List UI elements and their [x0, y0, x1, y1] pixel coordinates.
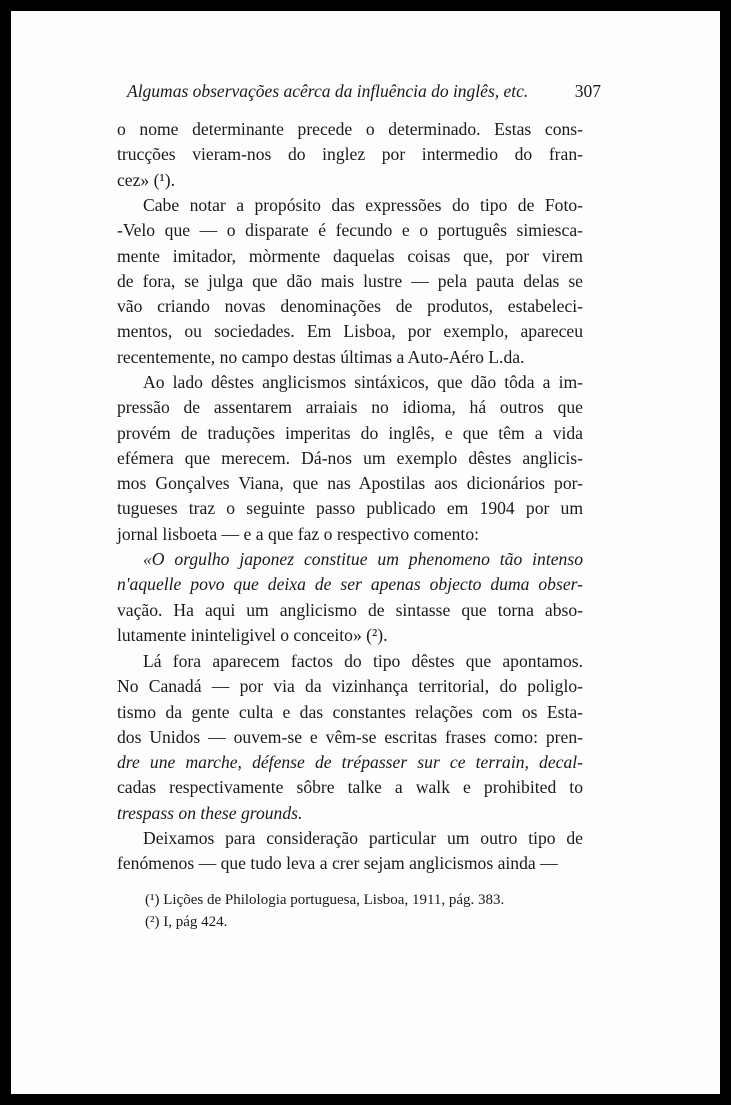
text-line: lutamente ininteligivel o conceito» (²).: [117, 624, 388, 645]
text-line: cadas respectivamente sôbre talke a walk e prohibited to: [117, 777, 583, 798]
running-title: Algumas observações acêrca da influência do inglês, etc.: [127, 81, 529, 101]
footnote-1: (¹) Lições de Philologia portuguesa, Lisboa, 1911, pág. 383.: [145, 892, 505, 908]
text-line: mos Gonçalves Viana, que nas Apostilas aos dicionários por-: [117, 473, 583, 494]
text-line: n'aquelle povo que deixa de ser apenas objecto duma obser-: [117, 574, 583, 595]
text-line: efémera que merecem. Dá-nos um exemplo dêstes anglicis-: [117, 447, 583, 468]
paragraph-3: [117, 370, 583, 547]
text-line: mente imitador, mòrmente daquelas coisas que, por virem: [117, 245, 583, 266]
paragraph-5: [117, 826, 583, 877]
paragraph-4: [117, 649, 583, 826]
text-line: trucções vieram-nos do inglez por intermedio do fran-: [117, 144, 583, 165]
page-number: 307: [574, 81, 601, 101]
footnote-2: (²) I, pág 424.: [145, 914, 228, 930]
text-line: pressão de assentarem arraiais no idioma, há outros que: [117, 397, 583, 418]
text-line: vão criando novas denominações de produtos, estabeleci-: [117, 296, 583, 317]
text-line: dos Unidos — ouvem-se e vêm-se escritas frases como: pren-: [117, 726, 583, 747]
text-line: trespass on these grounds.: [117, 802, 303, 823]
quotation: [117, 547, 583, 648]
footnotes: [145, 889, 605, 933]
text-line: Cabe notar a propósito das expressões do tipo de Foto-: [143, 195, 583, 215]
text-line: «O orgulho japonez constitue um phenomeno tão intenso: [143, 549, 583, 569]
text-line: o nome determinante precede o determinado. Estas cons-: [117, 119, 583, 139]
book-page: [11, 11, 720, 1094]
text-line: No Canadá — por via da vizinhança territorial, do poliglo-: [117, 676, 583, 697]
text-line: vação. Ha aqui um anglicismo de sintasse que torna abso-: [117, 599, 583, 620]
text-line: provém de traduções imperitas do inglês, e que têm a vida: [117, 422, 583, 443]
text-line: cez» (¹).: [117, 169, 176, 190]
paragraph-2: [117, 193, 583, 370]
text-line: dre une marche, défense de trépasser sur ce terrain, decal-: [117, 752, 583, 773]
text-line: jornal lisboeta — e a que faz o respectivo comento:: [117, 523, 480, 544]
text-line: recentemente, no campo destas últimas a Auto-Aéro L.da.: [117, 346, 525, 367]
text-line: fenómenos — que tudo leva a crer sejam anglicismos ainda —: [117, 853, 558, 874]
running-header: [127, 81, 601, 102]
text-line: tugueses traz o seguinte passo publicado em 1904 por um: [117, 498, 583, 519]
paragraph-1: [117, 117, 583, 193]
text-line: Ao lado dêstes anglicismos sintáxicos, que dão tôda a im-: [143, 372, 583, 392]
text-line: de fora, se julga que dão mais lustre — pela pauta delas se: [117, 270, 583, 291]
text-line: mentos, ou sociedades. Em Lisboa, por exemplo, apareceu: [117, 321, 583, 342]
text-line: Deixamos para consideração particular um outro tipo de: [143, 828, 583, 848]
text-line: -Velo que — o disparate é fecundo e o português simiesca-: [117, 220, 583, 241]
text-line: tismo da gente culta e das constantes relações com os Esta-: [117, 701, 583, 722]
text-line: Lá fora aparecem factos do tipo dêstes que apontamos.: [143, 651, 583, 671]
